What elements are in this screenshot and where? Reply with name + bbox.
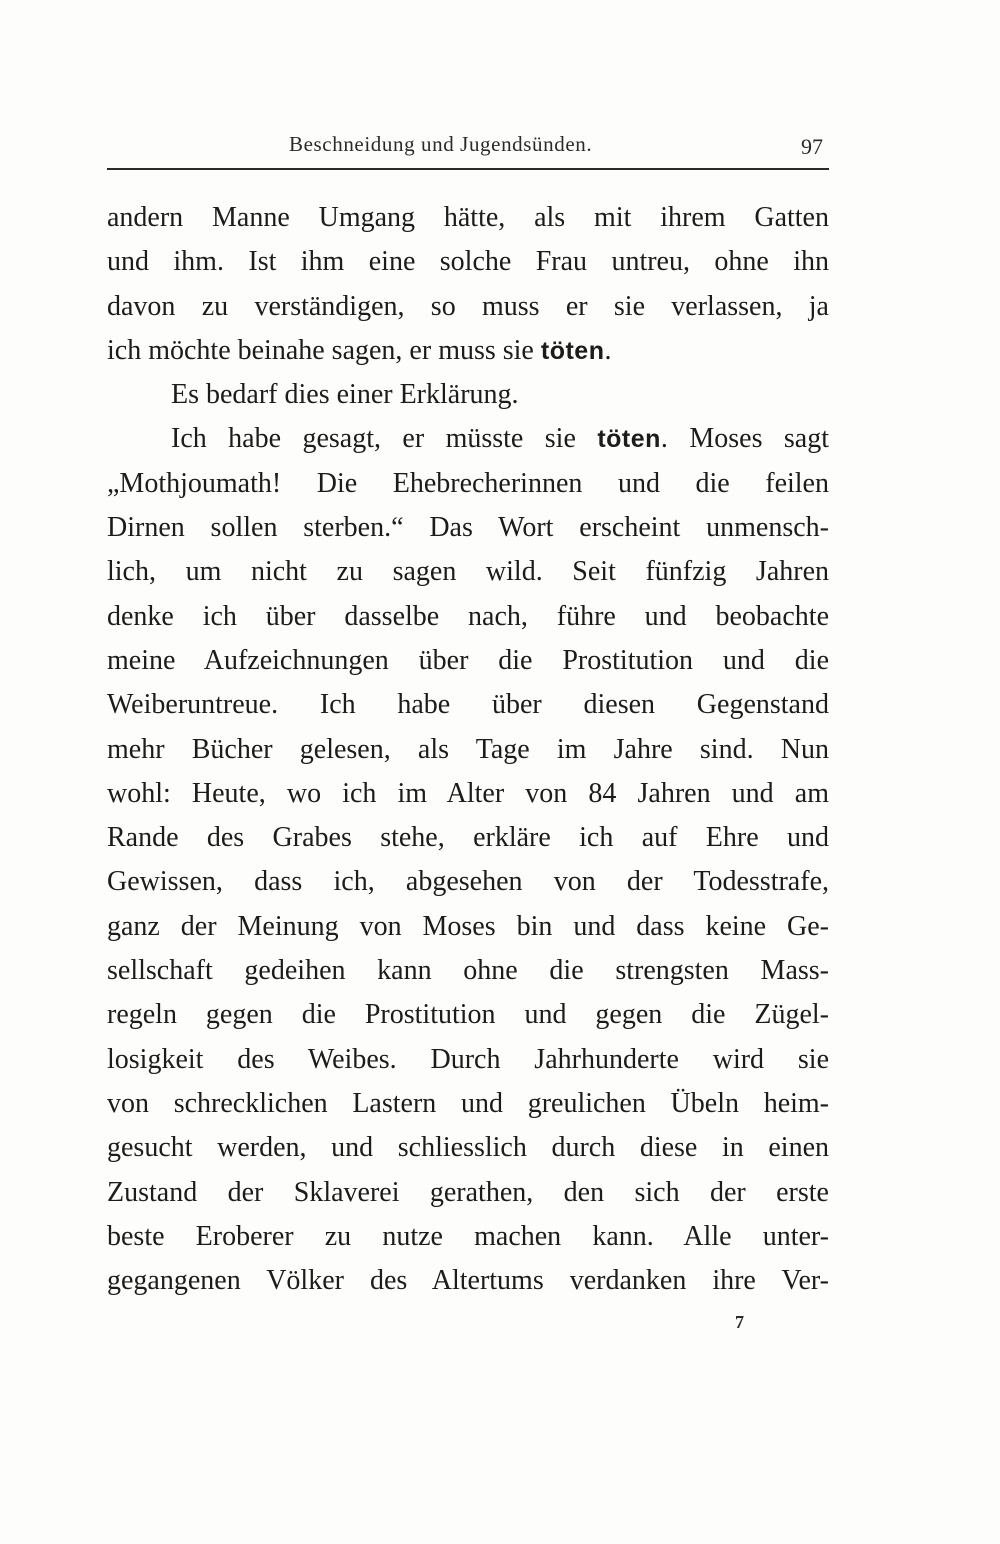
- text-span: beste Eroberer zu nutze machen kann. Alle unter-: [107, 1220, 829, 1252]
- text-span: Rande des Grabes stehe, erkläre ich auf Ehre und: [107, 822, 829, 854]
- text-span: Es bedarf dies einer Erklärung.: [171, 379, 519, 411]
- text-span: losigkeit des Weibes. Durch Jahrhunderte wird sie: [107, 1043, 829, 1075]
- text-line: [107, 1171, 829, 1215]
- signature-mark: 7: [735, 1312, 744, 1332]
- text-line: [107, 772, 829, 816]
- page-number: 97: [801, 134, 823, 159]
- text-line: [107, 905, 829, 949]
- text-span: Dirnen sollen sterben.“ Das Wort erscheint unmensch-: [107, 512, 829, 544]
- text-line: [107, 196, 829, 240]
- text-span: regeln gegen die Prostitution und gegen die Zügel-: [107, 999, 829, 1031]
- text-line: [107, 329, 829, 373]
- text-span: und ihm. Ist ihm eine solche Frau untreu, ohne ihn: [107, 246, 829, 278]
- text-line: [107, 1038, 829, 1082]
- text-line: [107, 860, 829, 904]
- running-head: [107, 128, 829, 164]
- text-line: [107, 639, 829, 683]
- text-line: [107, 240, 829, 284]
- text-span: davon zu verständigen, so muss er sie verlassen, ja: [107, 290, 829, 322]
- text-span: . Moses sagt: [660, 423, 829, 455]
- text-span: mehr Bücher gelesen, als Tage im Jahre sind. Nun: [107, 733, 829, 765]
- text-line: [107, 373, 829, 417]
- text-span: gesucht werden, und schliesslich durch diese in einen: [107, 1132, 829, 1164]
- text-line: [107, 462, 829, 506]
- text-span: lich, um nicht zu sagen wild. Seit fünfzig Jahren: [107, 556, 829, 588]
- text-line: [107, 1215, 829, 1259]
- text-span: Weiberuntreue. Ich habe über diesen Gegenstand: [107, 689, 829, 721]
- running-title: Beschneidung und Jugendsünden.: [289, 132, 593, 156]
- text-span: meine Aufzeichnungen über die Prostitution und die: [107, 644, 829, 676]
- text-line: [107, 1259, 829, 1303]
- text-line: [107, 683, 829, 727]
- text-span: denke ich über dasselbe nach, führe und beobachte: [107, 600, 829, 632]
- text-span: wohl: Heute, wo ich im Alter von 84 Jahren und am: [107, 777, 829, 809]
- text-span: sellschaft gedeihen kann ohne die strengsten Mass-: [107, 955, 829, 987]
- text-line: [107, 949, 829, 993]
- text-span: von schrecklichen Lastern und greulichen Übeln heim-: [107, 1087, 829, 1119]
- emphasized-word: töten: [540, 336, 605, 365]
- text-line: [107, 816, 829, 860]
- text-line: [107, 993, 829, 1037]
- text-span: ganz der Meinung von Moses bin und dass keine Ge-: [107, 910, 829, 942]
- text-span: Gewissen, dass ich, abgesehen von der Todesstrafe,: [107, 866, 829, 898]
- text-span: ich möchte beinahe sagen, er muss sie: [107, 334, 541, 366]
- text-line: [107, 506, 829, 550]
- text-line: [107, 550, 829, 594]
- text-span: .: [604, 334, 612, 366]
- text-line: [107, 1126, 829, 1170]
- text-span: andern Manne Umgang hätte, als mit ihrem Gatten: [107, 202, 829, 233]
- text-line: [107, 1082, 829, 1126]
- text-span: „Mothjoumath! Die Ehebrecherinnen und die feilen: [107, 467, 829, 499]
- text-span: Zustand der Sklaverei gerathen, den sich der erste: [107, 1176, 829, 1208]
- header-rule: [107, 168, 829, 170]
- body-text: [107, 196, 829, 1303]
- text-line: [107, 417, 829, 461]
- text-line: [107, 595, 829, 639]
- text-span: Ich habe gesagt, er müsste sie: [171, 423, 598, 455]
- text-line: [107, 285, 829, 329]
- text-line: [107, 728, 829, 772]
- emphasized-word: töten: [597, 425, 661, 454]
- text-span: gegangenen Völker des Altertums verdanken ihre Ver-: [107, 1265, 829, 1297]
